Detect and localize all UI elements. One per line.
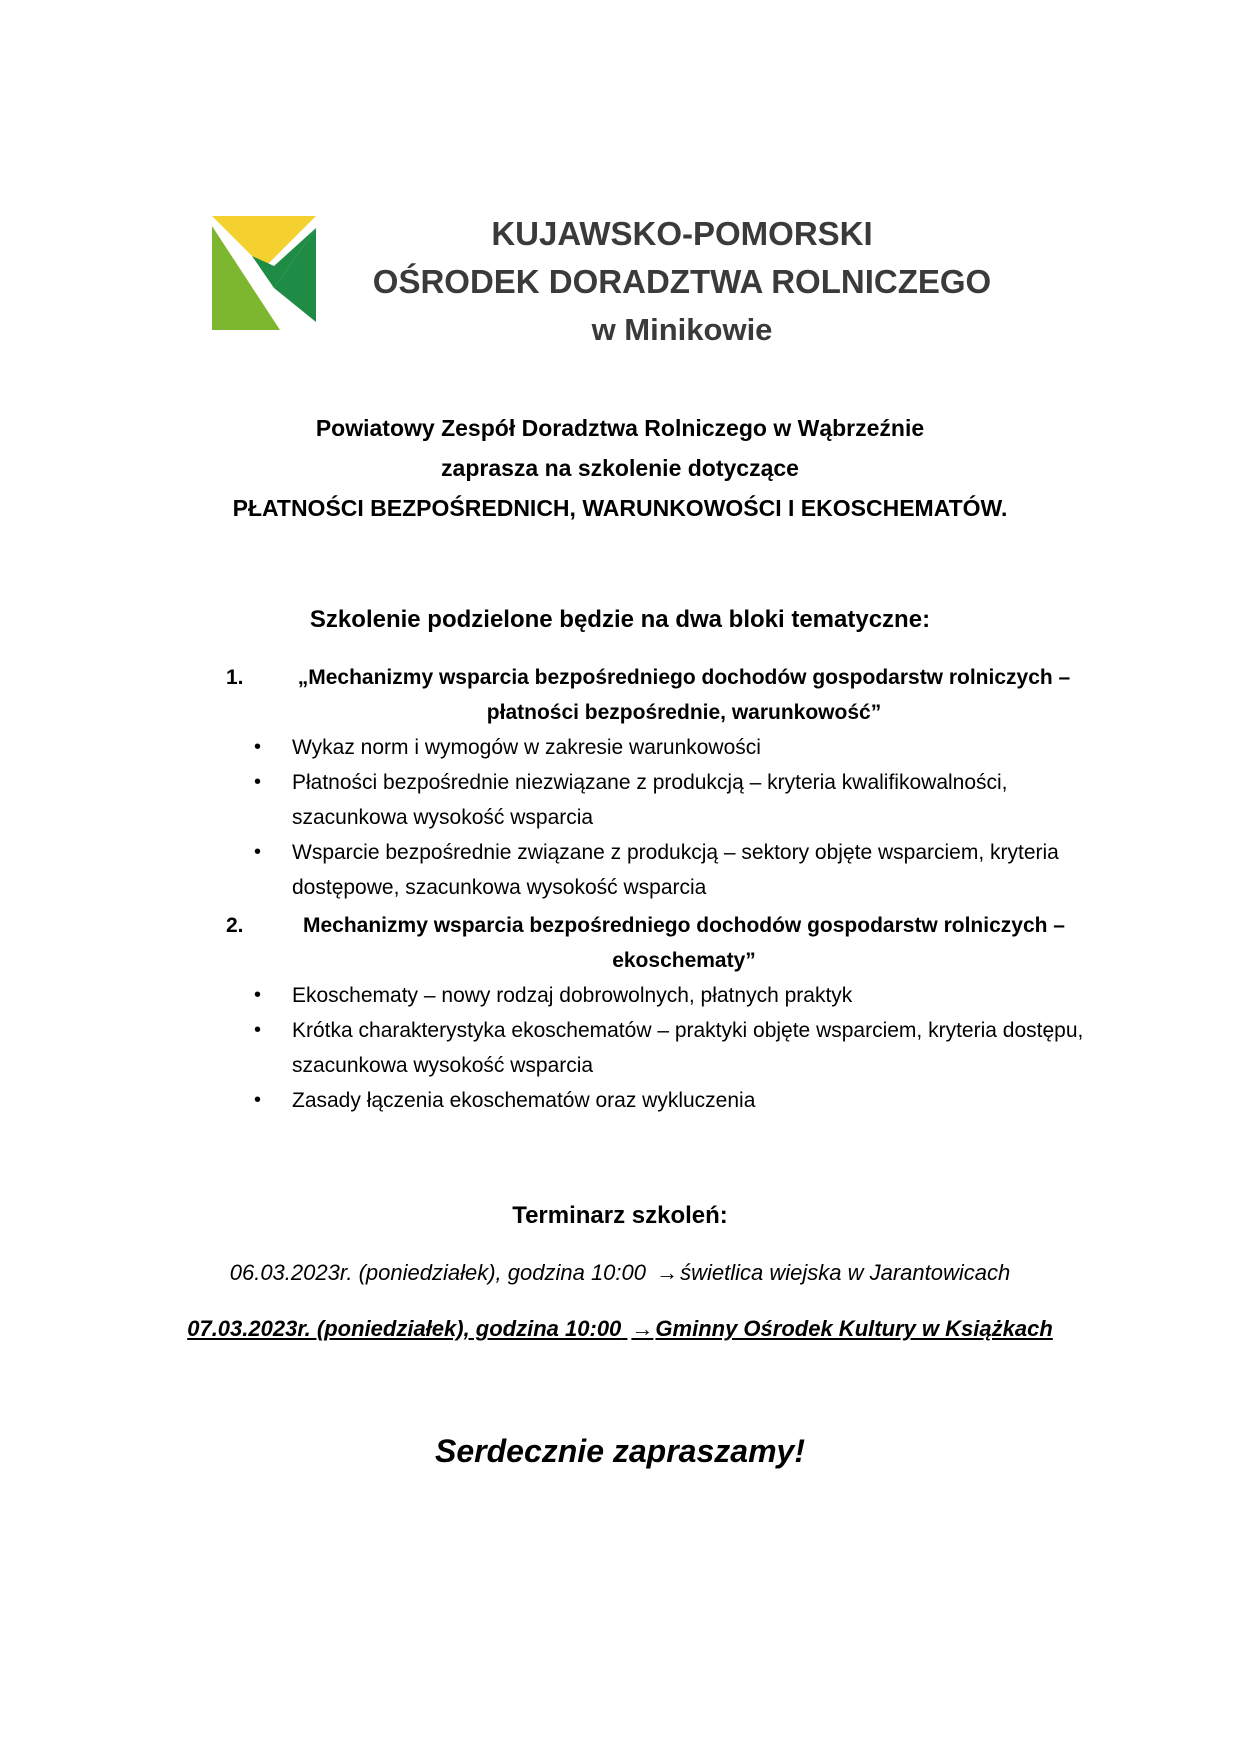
list-item-text: Wsparcie bezpośrednie związane z produkcją – sektory objęte wsparciem, kryteria dostępowe, szacunkowa wysokość wsparcia bbox=[292, 841, 1059, 899]
list-item bbox=[254, 730, 1114, 765]
logo-line-2: OŚRODEK DORADZTWA ROLNICZEGO bbox=[372, 263, 992, 300]
logo-line-1: KUJAWSKO-POMORSKI bbox=[491, 215, 873, 252]
bullet-icon: • bbox=[254, 1089, 262, 1111]
bullet-icon: • bbox=[254, 841, 262, 863]
list-item bbox=[254, 1013, 1114, 1083]
topic-block-number: 2. bbox=[226, 914, 244, 937]
topic-block-title bbox=[214, 908, 1114, 978]
list-item-text: Ekoschematy – nowy rodzaj dobrowolnych, płatnych praktyk bbox=[292, 984, 853, 1007]
schedule-entry-place: Gminny Ośrodek Kultury w Książkach bbox=[655, 1316, 1053, 1341]
logo-line-3: w Minikowie bbox=[591, 312, 773, 347]
list-item-text: Krótka charakterystyka ekoschematów – praktyki objęte wsparciem, kryteria dostępu, szacunkowa wysokość wsparcia bbox=[292, 1019, 1084, 1077]
topic-block-items bbox=[214, 730, 1114, 905]
list-item bbox=[254, 835, 1114, 905]
bullet-icon: • bbox=[254, 771, 262, 793]
kpodr-logo bbox=[212, 210, 1012, 347]
intro-line-3: PŁATNOŚCI BEZPOŚREDNICH, WARUNKOWOŚCI I EKOSCHEMATÓW. bbox=[232, 495, 1008, 521]
intro-line-2: zaprasza na szkolenie dotyczące bbox=[441, 455, 799, 481]
topic-block-title-line-1: Mechanizmy wsparcia bezpośredniego dochodów gospodarstw rolniczych – bbox=[303, 914, 1065, 937]
closing-greeting: Serdecznie zapraszamy! bbox=[435, 1433, 805, 1469]
schedule-entry-2 bbox=[100, 1312, 1140, 1346]
kpodr-logo-text bbox=[352, 210, 1012, 354]
list-item-text: Wykaz norm i wymogów w zakresie warunkowości bbox=[292, 736, 761, 759]
arrow-right-icon: → bbox=[631, 1316, 654, 1341]
list-item-text: Płatności bezpośrednie niezwiązane z produkcją – kryteria kwalifikowalności, szacunkowa wysokość wsparcia bbox=[292, 771, 1008, 829]
bullet-icon: • bbox=[254, 736, 262, 758]
arrow-right-icon: → bbox=[656, 1260, 679, 1285]
bullet-icon: • bbox=[254, 984, 262, 1006]
topic-block-title-line-1: „Mechanizmy wsparcia bezpośredniego dochodów gospodarstw rolniczych – bbox=[297, 666, 1071, 689]
topic-block-items bbox=[214, 978, 1114, 1118]
intro-line-1: Powiatowy Zespół Doradztwa Rolniczego w Wąbrzeźnie bbox=[315, 415, 925, 441]
schedule-entry-date: 06.03.2023r. (poniedziałek), godzina 10:00 bbox=[229, 1260, 646, 1285]
topic-block-title-line-2: płatności bezpośrednie, warunkowość” bbox=[486, 701, 882, 724]
topic-block-number: 1. bbox=[226, 666, 244, 689]
blocks-heading: Szkolenie podzielone będzie na dwa bloki tematyczne: bbox=[309, 606, 931, 633]
list-item bbox=[254, 1083, 1114, 1118]
schedule-entry-place: świetlica wiejska w Jarantowicach bbox=[680, 1260, 1011, 1285]
topic-block-1 bbox=[214, 660, 1114, 905]
list-item bbox=[254, 978, 1114, 1013]
schedule-heading: Terminarz szkoleń: bbox=[512, 1202, 728, 1229]
topic-block-title-line-2: ekoschematy” bbox=[612, 949, 756, 972]
schedule-entry-date: 07.03.2023r. (poniedziałek), godzina 10:00 bbox=[187, 1316, 622, 1341]
schedule-entry-1 bbox=[100, 1256, 1140, 1290]
list-item bbox=[254, 765, 1114, 835]
topic-block-2 bbox=[214, 908, 1114, 1118]
invitation-intro bbox=[120, 408, 1120, 528]
topic-block-title bbox=[214, 660, 1114, 730]
bullet-icon: • bbox=[254, 1019, 262, 1041]
kpodr-logo-mark-icon bbox=[212, 216, 316, 330]
list-item-text: Zasady łączenia ekoschematów oraz wykluczenia bbox=[292, 1089, 756, 1112]
